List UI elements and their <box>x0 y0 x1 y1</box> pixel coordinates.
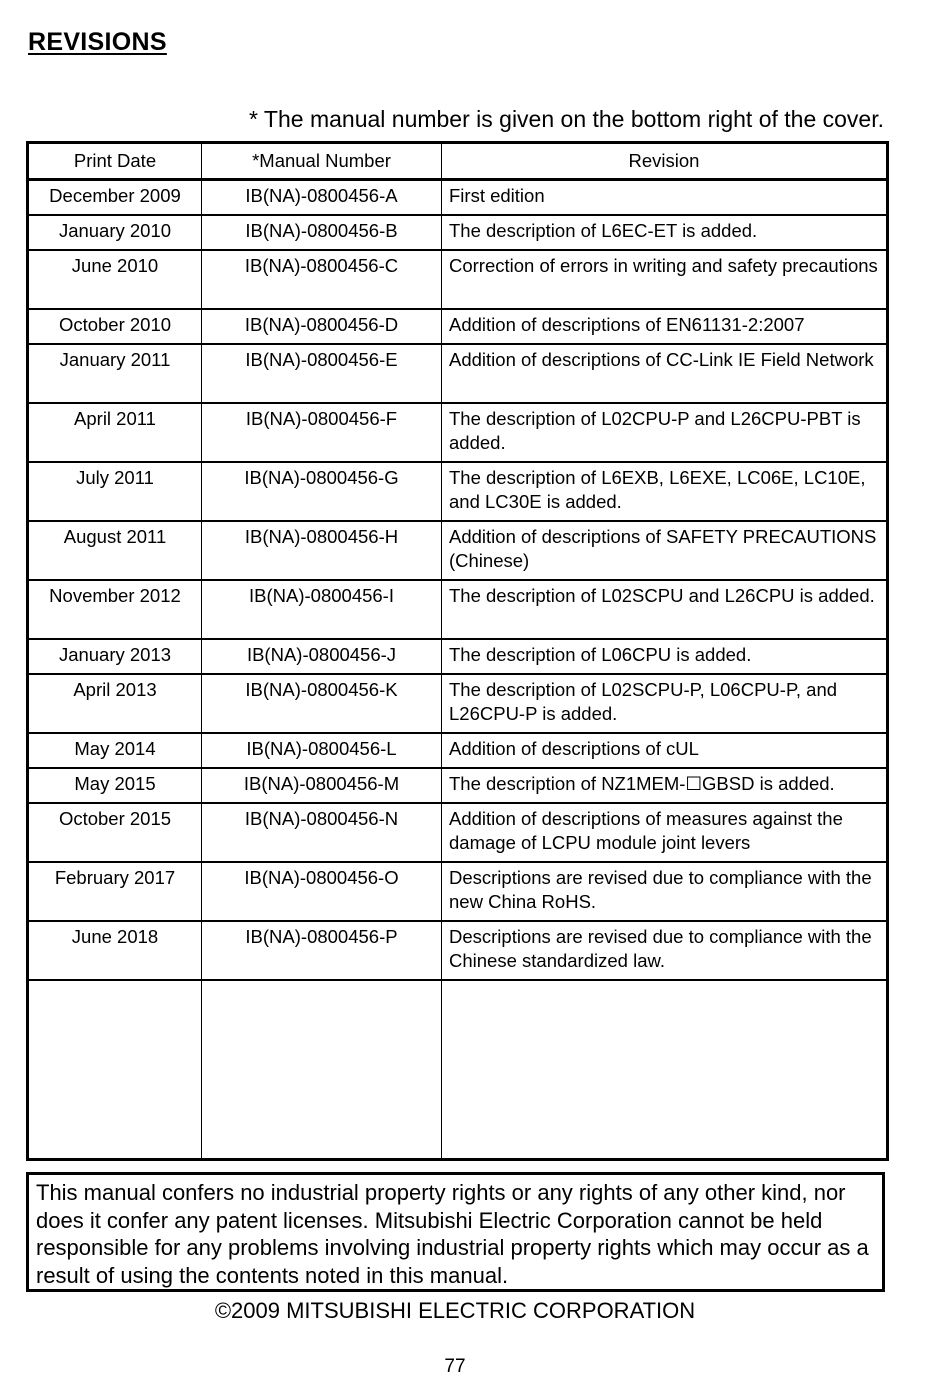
print-date-cell: May 2014 <box>28 733 202 768</box>
print-date-cell: October 2010 <box>28 309 202 344</box>
revision-cell: Addition of descriptions of SAFETY PRECAUTIONS (Chinese) <box>442 521 888 580</box>
revision-cell: First edition <box>442 180 888 216</box>
table-row <box>28 403 888 462</box>
revisions-table <box>26 141 889 1161</box>
table-header-row <box>28 143 888 180</box>
empty-table-row <box>28 980 888 1160</box>
manual-number-cell: IB(NA)-0800456-B <box>202 215 442 250</box>
print-date-cell: November 2012 <box>28 580 202 639</box>
manual-number-cell: IB(NA)-0800456-I <box>202 580 442 639</box>
revision-cell: The description of L02SCPU-P, L06CPU-P, and L26CPU-P is added. <box>442 674 888 733</box>
table-row <box>28 733 888 768</box>
manual-number-cell: IB(NA)-0800456-O <box>202 862 442 921</box>
manual-number-cell: IB(NA)-0800456-L <box>202 733 442 768</box>
print-date-cell: January 2010 <box>28 215 202 250</box>
revision-cell: The description of L6EC-ET is added. <box>442 215 888 250</box>
print-date-cell: January 2013 <box>28 639 202 674</box>
page-number: 77 <box>444 1356 466 1377</box>
page-title: REVISIONS <box>28 28 167 56</box>
revision-cell: Descriptions are revised due to compliance with the new China RoHS. <box>442 862 888 921</box>
manual-number-cell: IB(NA)-0800456-H <box>202 521 442 580</box>
table-row <box>28 521 888 580</box>
table-row <box>28 180 888 216</box>
revision-cell: Correction of errors in writing and safety precautions <box>442 250 888 309</box>
table-row <box>28 803 888 862</box>
print-date-cell: December 2009 <box>28 180 202 216</box>
revision-cell: Descriptions are revised due to compliance with the Chinese standardized law. <box>442 921 888 980</box>
print-date-cell: January 2011 <box>28 344 202 403</box>
print-date-cell: May 2015 <box>28 768 202 803</box>
table-row <box>28 250 888 309</box>
manual-number-cell: IB(NA)-0800456-A <box>202 180 442 216</box>
empty-cell <box>28 980 202 1160</box>
print-date-cell: April 2011 <box>28 403 202 462</box>
empty-cell <box>202 980 442 1160</box>
print-date-cell: October 2015 <box>28 803 202 862</box>
table-row <box>28 768 888 803</box>
revision-cell: Addition of descriptions of CC-Link IE Field Network <box>442 344 888 403</box>
disclaimer-box: This manual confers no industrial property rights or any rights of any other kind, nor does it confer any patent licenses. Mitsubishi Electric Corporation cannot be held responsible for any problems involving industrial property rights which may occur as a result of using the contents noted in this manual. <box>26 1172 885 1292</box>
print-date-cell: February 2017 <box>28 862 202 921</box>
table-row <box>28 674 888 733</box>
manual-number-cell: IB(NA)-0800456-N <box>202 803 442 862</box>
revision-cell: The description of L02SCPU and L26CPU is added. <box>442 580 888 639</box>
revision-cell: The description of L06CPU is added. <box>442 639 888 674</box>
manual-number-cell: IB(NA)-0800456-K <box>202 674 442 733</box>
revision-cell: Addition of descriptions of cUL <box>442 733 888 768</box>
table-row <box>28 639 888 674</box>
print-date-cell: August 2011 <box>28 521 202 580</box>
manual-number-note: * The manual number is given on the bottom right of the cover. <box>249 106 884 132</box>
manual-number-cell: IB(NA)-0800456-E <box>202 344 442 403</box>
header-manual-number: *Manual Number <box>202 143 442 180</box>
manual-number-cell: IB(NA)-0800456-G <box>202 462 442 521</box>
manual-number-cell: IB(NA)-0800456-J <box>202 639 442 674</box>
revision-cell: The description of L02CPU-P and L26CPU-PBT is added. <box>442 403 888 462</box>
print-date-cell: June 2010 <box>28 250 202 309</box>
manual-number-cell: IB(NA)-0800456-C <box>202 250 442 309</box>
manual-number-cell: IB(NA)-0800456-D <box>202 309 442 344</box>
table-row <box>28 580 888 639</box>
table-row <box>28 309 888 344</box>
header-revision: Revision <box>442 143 888 180</box>
header-print-date: Print Date <box>28 143 202 180</box>
copyright-notice: ©2009 MITSUBISHI ELECTRIC CORPORATION <box>214 1298 696 1323</box>
empty-cell <box>442 980 888 1160</box>
manual-number-cell: IB(NA)-0800456-M <box>202 768 442 803</box>
manual-number-cell: IB(NA)-0800456-F <box>202 403 442 462</box>
manual-number-cell: IB(NA)-0800456-P <box>202 921 442 980</box>
table-row <box>28 921 888 980</box>
table-row <box>28 215 888 250</box>
table-row <box>28 344 888 403</box>
print-date-cell: July 2011 <box>28 462 202 521</box>
revision-cell: The description of NZ1MEM-☐GBSD is added. <box>442 768 888 803</box>
revision-cell: Addition of descriptions of EN61131-2:2007 <box>442 309 888 344</box>
print-date-cell: June 2018 <box>28 921 202 980</box>
revision-cell: Addition of descriptions of measures against the damage of LCPU module joint levers <box>442 803 888 862</box>
revision-cell: The description of L6EXB, L6EXE, LC06E, LC10E, and LC30E is added. <box>442 462 888 521</box>
table-row <box>28 462 888 521</box>
print-date-cell: April 2013 <box>28 674 202 733</box>
table-row <box>28 862 888 921</box>
